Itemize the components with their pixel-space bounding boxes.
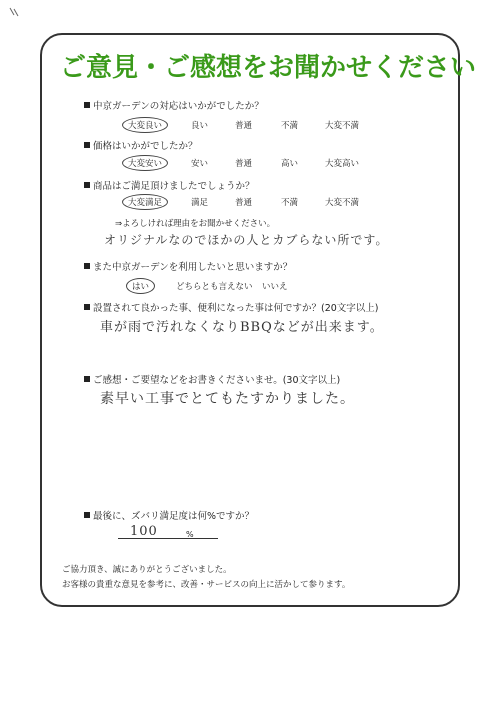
question-2-label: 価格はいかがでしたか？ xyxy=(93,141,198,152)
bullet-square-icon xyxy=(84,512,90,518)
q1-option-5[interactable]: 大変不満 xyxy=(325,121,360,131)
q4-option-2[interactable]: どちらとも言えない xyxy=(176,282,253,292)
question-5-label: 設置されて良かった事、便利になった事は何ですか？(20文字以上) xyxy=(93,303,379,314)
question-3-label: 商品はご満足頂けましたでしょうか？ xyxy=(93,181,255,192)
footer-thanks: ご協力頂き、誠にありがとうございました。 xyxy=(62,565,232,575)
bullet-square-icon xyxy=(84,182,90,188)
question-5 xyxy=(84,300,379,314)
q2-option-1[interactable]: 大変安い xyxy=(122,155,168,171)
q3-option-5[interactable]: 大変不満 xyxy=(325,198,360,208)
q1-option-4[interactable]: 不満 xyxy=(281,121,299,131)
question-7 xyxy=(84,508,254,522)
q2-option-3[interactable]: 普通 xyxy=(235,159,253,169)
q1-option-3[interactable]: 普通 xyxy=(235,121,253,131)
bullet-square-icon xyxy=(84,376,90,382)
q4-option-1[interactable]: はい xyxy=(126,278,155,294)
q2-option-2[interactable]: 安い xyxy=(191,159,209,169)
question-4 xyxy=(84,259,292,273)
percent-unit: % xyxy=(186,530,194,539)
bullet-square-icon xyxy=(84,263,90,269)
question-7-label: 最後に、ズバリ満足度は何%ですか？ xyxy=(93,511,255,522)
q3-option-2[interactable]: 満足 xyxy=(191,198,209,208)
bullet-square-icon xyxy=(84,102,90,108)
q3-reason-prompt: ⇒よろしければ理由をお聞かせください。 xyxy=(115,219,276,229)
bullet-square-icon xyxy=(84,142,90,148)
question-6 xyxy=(84,372,340,386)
q3-option-4[interactable]: 不満 xyxy=(281,198,299,208)
q4-option-3[interactable]: いいえ xyxy=(262,282,288,292)
corner-mark-icon xyxy=(8,6,22,18)
q5-handwritten-answer: 車が雨で汚れなくなりBBQなどが出来ます。 xyxy=(100,320,384,335)
question-6-label: ご感想・ご要望などをお書きくださいませ。(30文字以上) xyxy=(93,375,341,386)
question-2 xyxy=(84,138,198,152)
bullet-square-icon xyxy=(84,304,90,310)
q3-option-3[interactable]: 普通 xyxy=(235,198,253,208)
question-1 xyxy=(84,98,264,112)
q3-option-1[interactable]: 大変満足 xyxy=(122,194,168,210)
q3-handwritten-answer: オリジナルなのでほかの人とカブらない所です。 xyxy=(104,233,389,247)
q7-handwritten-answer: 100 xyxy=(130,524,158,539)
percent-answer-line xyxy=(118,538,218,539)
question-1-label: 中京ガーデンの対応はいかがでしたか？ xyxy=(93,101,264,112)
question-3 xyxy=(84,178,255,192)
q2-option-4[interactable]: 高い xyxy=(281,159,299,169)
question-4-label: また中京ガーデンを利用したいと思いますか？ xyxy=(93,262,293,273)
q1-option-2[interactable]: 良い xyxy=(191,121,209,131)
q1-option-1[interactable]: 大変良い xyxy=(122,117,168,133)
page-title: ご意見・ご感想をお聞かせください xyxy=(60,53,477,83)
q6-handwritten-answer: 素早い工事でとてもたすかりました。 xyxy=(100,391,355,407)
q2-option-5[interactable]: 大変高い xyxy=(325,159,360,169)
footer-note: お客様の貴重な意見を参考に、改善・サービスの向上に活かして参ります。 xyxy=(62,580,351,590)
